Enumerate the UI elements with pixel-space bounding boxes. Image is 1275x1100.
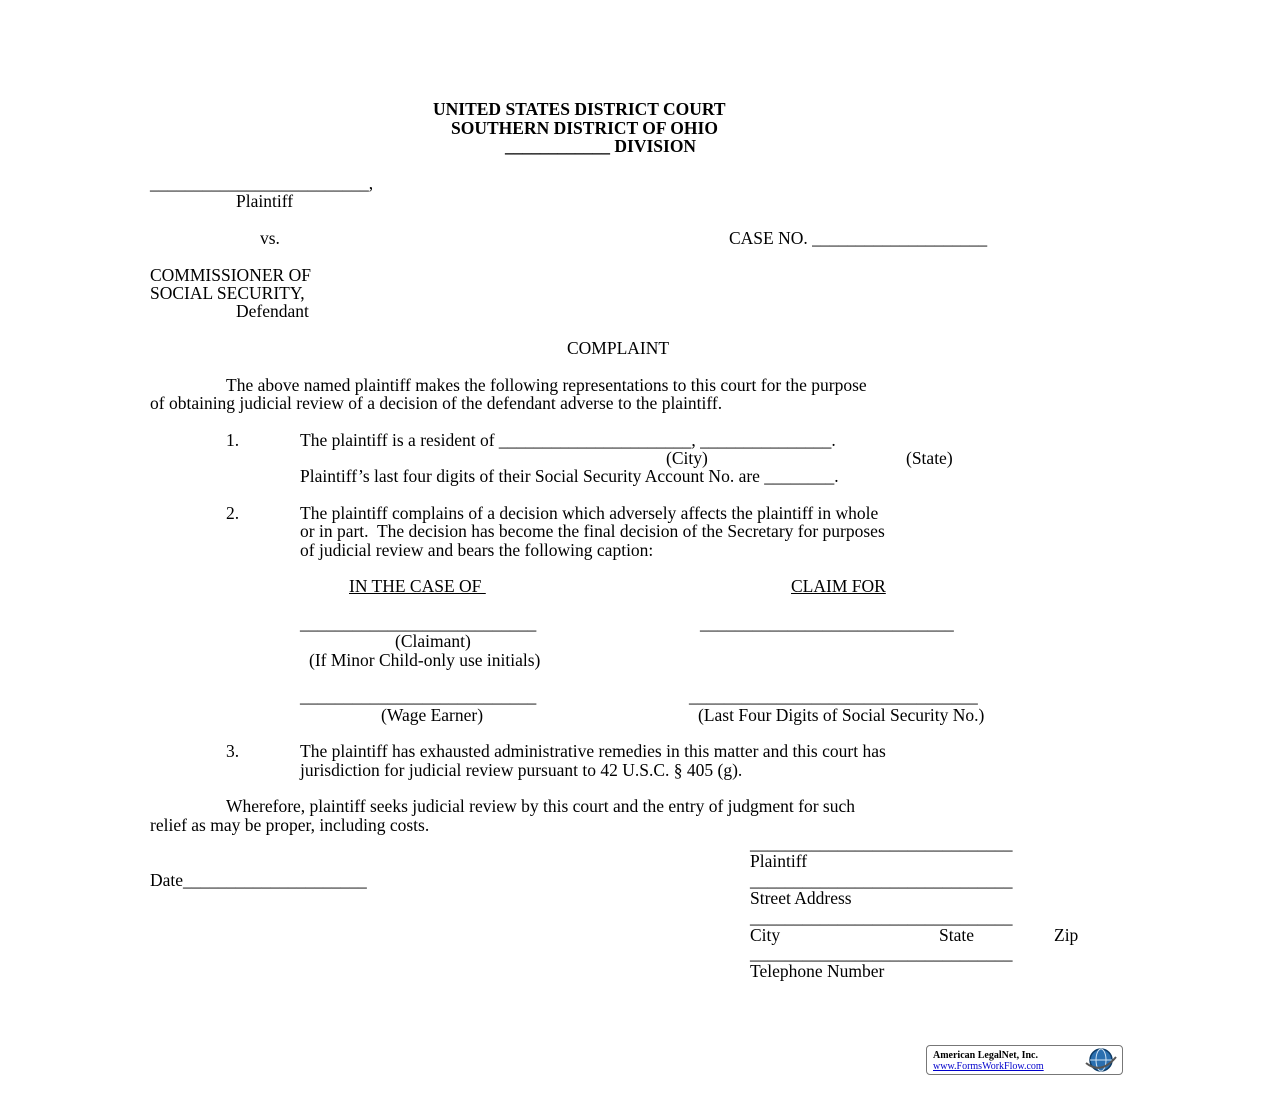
minor-child-note: (If Minor Child-only use initials) (309, 650, 541, 670)
defendant-label: Defendant (236, 301, 309, 321)
american-legalnet-logo[interactable] (926, 1045, 1123, 1075)
district-name: SOUTHERN DISTRICT OF OHIO (451, 118, 718, 138)
claimant-field[interactable]: ___________________________ (300, 613, 537, 633)
city-state-zip-field[interactable]: ______________________________ (750, 907, 1013, 927)
defendant-name-line1: COMMISSIONER OF (150, 265, 311, 285)
ssn-digits-field[interactable]: Plaintiff’s last four digits of their Social Security Account No. are ________. (300, 466, 839, 486)
street-address-field[interactable]: ______________________________ (750, 870, 1013, 890)
versus-label: vs. (260, 228, 280, 248)
residence-field[interactable]: The plaintiff is a resident of ______________________, _______________. (300, 430, 836, 450)
wherefore-line-1: Wherefore, plaintiff seeks judicial review by this court and the entry of judgment for such (226, 796, 855, 816)
ssn-last-four-field[interactable]: _________________________________ (689, 686, 978, 706)
plaintiff-name-field[interactable]: _________________________, (150, 173, 374, 193)
zip-address-label: Zip (1054, 925, 1079, 945)
intro-line-1: The above named plaintiff makes the following representations to this court for the purpose (226, 375, 867, 395)
item-2-line-2: or in part. The decision has become the final decision of the Secretary for purposes (300, 521, 885, 541)
wage-earner-field[interactable]: ___________________________ (300, 686, 537, 706)
claimant-label: (Claimant) (395, 631, 471, 651)
ssn-last-four-label: (Last Four Digits of Social Security No.) (698, 705, 985, 725)
claim-for-field[interactable]: _____________________________ (700, 613, 954, 633)
logo-company-name: American LegalNet, Inc. (933, 1050, 1038, 1061)
plaintiff-label: Plaintiff (236, 191, 294, 211)
claim-for-heading: CLAIM FOR (791, 576, 886, 596)
plaintiff-signature-label: Plaintiff (750, 851, 808, 871)
defendant-name-line2: SOCIAL SECURITY, (150, 283, 305, 303)
city-label: (City) (666, 448, 708, 468)
item-2-line-3: of judicial review and bears the following caption: (300, 540, 654, 560)
date-field[interactable]: Date_____________________ (150, 870, 367, 890)
item-1-number: 1. (226, 430, 240, 450)
telephone-label: Telephone Number (750, 961, 885, 981)
division-line: ____________ DIVISION (505, 136, 697, 156)
wage-earner-label: (Wage Earner) (381, 705, 484, 725)
document-title: COMPLAINT (567, 338, 670, 358)
item-2-line-1: The plaintiff complains of a decision which adversely affects the plaintiff in whole (300, 503, 879, 523)
item-3-number: 3. (226, 741, 240, 761)
court-name: UNITED STATES DISTRICT COURT (433, 99, 726, 119)
state-address-label: State (939, 925, 974, 945)
state-label: (State) (906, 448, 953, 468)
logo-website-link[interactable]: www.FormsWorkFlow.com (933, 1061, 1044, 1072)
item-2-number: 2. (226, 503, 240, 523)
city-address-label: City (750, 925, 781, 945)
telephone-field[interactable]: ______________________________ (750, 943, 1013, 963)
item-3-line-2: jurisdiction for judicial review pursuant to 42 U.S.C. § 405 (g). (300, 760, 743, 780)
intro-line-2: of obtaining judicial review of a decision of the defendant adverse to the plaintiff. (150, 393, 723, 413)
plaintiff-signature-field[interactable]: ______________________________ (750, 833, 1013, 853)
case-number-field[interactable]: CASE NO. ____________________ (729, 228, 988, 248)
in-the-case-of-heading: IN THE CASE OF (349, 576, 486, 596)
globe-icon (1083, 1047, 1119, 1073)
item-3-line-1: The plaintiff has exhausted administrative remedies in this matter and this court has (300, 741, 886, 761)
street-address-label: Street Address (750, 888, 852, 908)
wherefore-line-2: relief as may be proper, including costs. (150, 815, 430, 835)
